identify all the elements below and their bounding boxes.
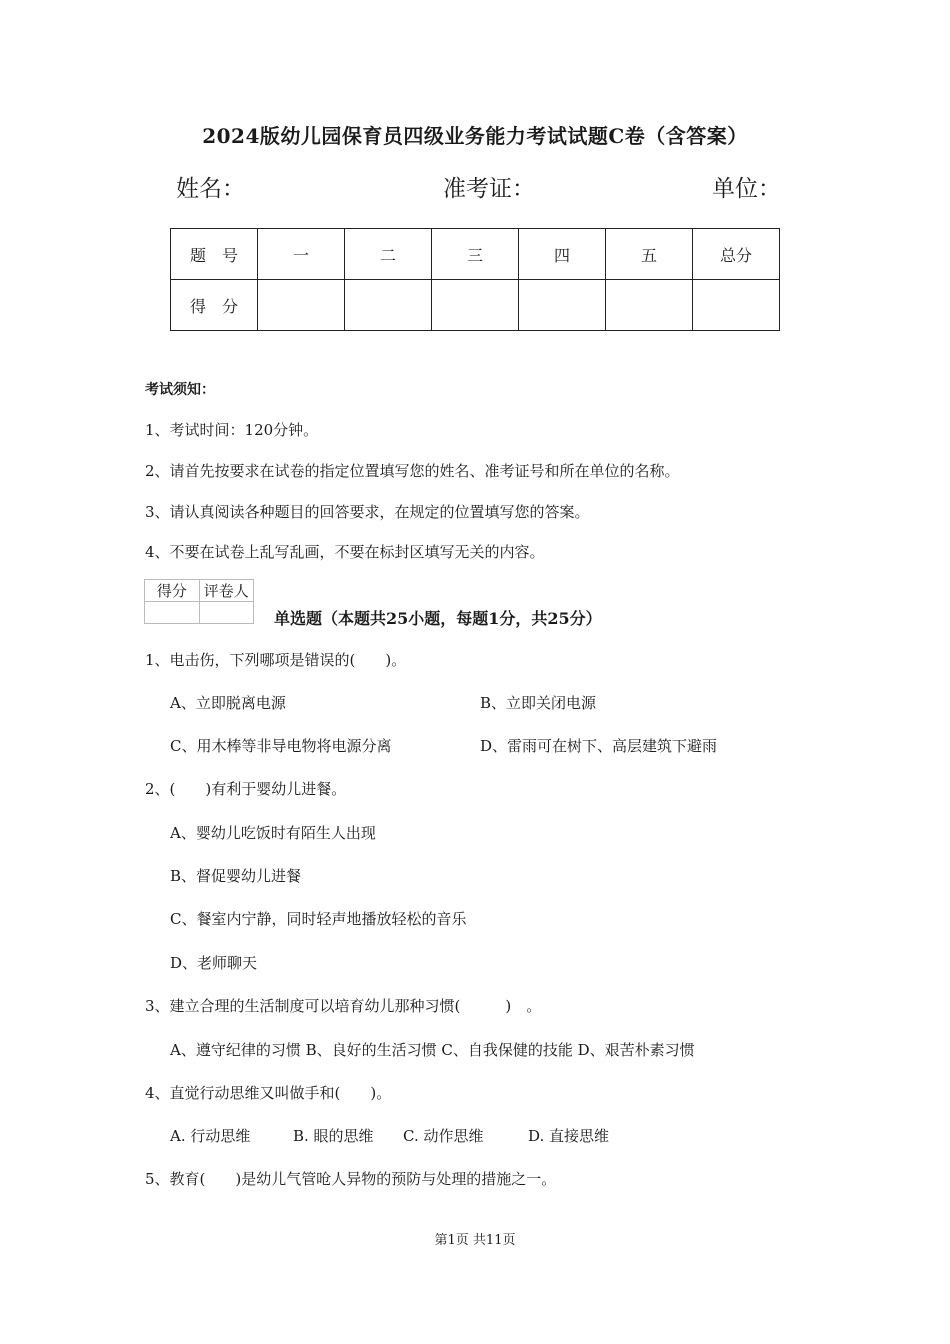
- name-label: 姓名：: [176, 176, 245, 202]
- note-item: 1、考试时间：120分钟。: [145, 421, 319, 439]
- question-option: C、餐室内宁静，同时轻声地播放轻松的音乐: [170, 910, 467, 928]
- score-table-score-row: [171, 280, 780, 331]
- question-option: A、婴幼儿吃饭时有陌生人出现: [170, 824, 376, 842]
- score-table-header-cell: 三: [432, 229, 519, 280]
- note-item: 4、不要在试卷上乱写乱画，不要在标封区填写无关的内容。: [145, 543, 545, 561]
- question-option: B、督促婴幼儿进餐: [170, 867, 302, 885]
- question-options-line: A、遵守纪律的习惯 B、良好的生活习惯 C、自我保健的技能 D、艰苦朴素习惯: [170, 1041, 695, 1059]
- grader-box: [144, 579, 254, 624]
- question-stem: 4、直觉行动思维又叫做手和( )。: [145, 1084, 392, 1102]
- grader-score-label: 得分: [145, 580, 200, 602]
- question-option: B. 眼的思维: [293, 1127, 374, 1145]
- question-stem: 3、建立合理的生活制度可以培育幼儿那种习惯( ) 。: [145, 997, 542, 1015]
- score-cell[interactable]: [345, 280, 432, 331]
- score-table-header-row: [171, 229, 780, 280]
- note-item: 2、请首先按要求在试卷的指定位置填写您的姓名、准考证号和所在单位的名称。: [145, 462, 680, 480]
- notes-heading: 考试须知：: [145, 382, 215, 398]
- question-option: B、立即关闭电源: [480, 694, 597, 712]
- question-option: D、老师聊天: [170, 954, 258, 972]
- question-option: C、用木棒等非导电物将电源分离: [170, 737, 392, 755]
- note-item: 3、请认真阅读各种题目的回答要求，在规定的位置填写您的答案。: [145, 503, 590, 521]
- score-cell[interactable]: [258, 280, 345, 331]
- score-table-header-cell: 二: [345, 229, 432, 280]
- question-option: A、立即脱离电源: [170, 694, 286, 712]
- score-table-header-cell: 五: [606, 229, 693, 280]
- page-title: 2024版幼儿园保育员四级业务能力考试试题C卷（含答案）: [202, 124, 748, 148]
- question-option: C. 动作思维: [403, 1127, 484, 1145]
- score-cell[interactable]: [693, 280, 780, 331]
- score-row-label: 得 分: [171, 280, 258, 331]
- question-stem: 2、( )有利于婴幼儿进餐。: [145, 780, 347, 798]
- score-table: [170, 228, 780, 331]
- question-option: D. 直接思维: [528, 1127, 610, 1145]
- score-table-header-cell: 题 号: [171, 229, 258, 280]
- score-cell[interactable]: [519, 280, 606, 331]
- score-cell[interactable]: [606, 280, 693, 331]
- page-footer: 第1页 共11页: [434, 1233, 516, 1248]
- question-stem: 5、教育( )是幼儿气管呛人异物的预防与处理的措施之一。: [145, 1170, 557, 1188]
- score-table-header-cell: 总分: [693, 229, 780, 280]
- score-cell[interactable]: [432, 280, 519, 331]
- section-title: 单选题（本题共25小题，每题1分，共25分）: [274, 609, 602, 628]
- question-stem: 1、电击伤，下列哪项是错误的( )。: [145, 651, 407, 669]
- question-option: A. 行动思维: [170, 1127, 251, 1145]
- grader-name-label: 评卷人: [199, 580, 254, 602]
- grader-name-cell[interactable]: [199, 602, 254, 624]
- question-option: D、雷雨可在树下、高层建筑下避雨: [480, 737, 718, 755]
- grader-score-cell[interactable]: [145, 602, 200, 624]
- unit-label: 单位：: [712, 176, 781, 202]
- score-table-header-cell: 一: [258, 229, 345, 280]
- exam-number-label: 准考证：: [443, 176, 535, 202]
- score-table-header-cell: 四: [519, 229, 606, 280]
